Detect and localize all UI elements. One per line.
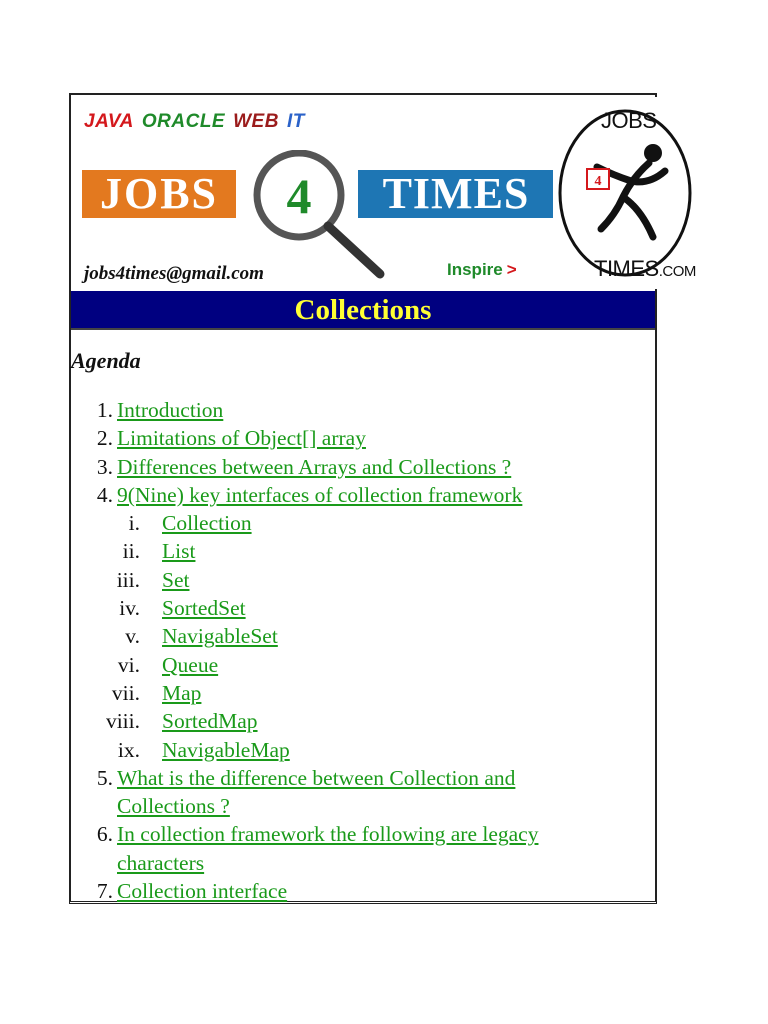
list-item-number: 6.: [96, 822, 113, 847]
list-item: [71, 424, 655, 452]
tag-java: JAVA: [84, 111, 134, 132]
toc-link[interactable]: Introduction: [117, 398, 224, 422]
agenda-list: [71, 396, 655, 905]
list-item: [71, 453, 655, 481]
inspire-arrow: >: [506, 260, 517, 279]
list-item-number: vii.: [111, 680, 140, 705]
sub-list-item: [71, 679, 655, 707]
tag-web: WEB: [233, 111, 279, 132]
toc-link[interactable]: 9(Nine) key interfaces of collection framework: [117, 482, 523, 507]
list-item-number: 1.: [96, 398, 113, 422]
list-item: [71, 764, 655, 821]
toc-link[interactable]: Collection: [162, 511, 252, 536]
list-item: [71, 396, 655, 424]
list-item-number: viii.: [105, 709, 140, 734]
toc-link[interactable]: NavigableMap: [162, 737, 290, 762]
banner-times-text: TIMES: [358, 170, 554, 218]
list-item-number: 2.: [96, 426, 113, 451]
sub-list-item: [71, 566, 655, 594]
sub-list-item: [71, 622, 655, 650]
sub-list-item: [71, 651, 655, 679]
banner-four-text: 4: [286, 168, 312, 224]
list-item: [71, 481, 655, 509]
list-item-number: 7.: [96, 879, 113, 904]
toc-link[interactable]: Map: [162, 680, 202, 705]
banner-jobs-text: JOBS: [82, 170, 236, 218]
sub-list-item: [71, 707, 655, 735]
banner-tagline: [84, 111, 305, 133]
sub-list-item: [71, 736, 655, 764]
logo-times-word: TIMES: [594, 256, 659, 281]
list-item: [71, 820, 655, 877]
sub-list-item: [71, 594, 655, 622]
toc-link[interactable]: What is the difference between Collection and Collections ?: [117, 765, 516, 819]
list-item-number: ix.: [117, 737, 140, 762]
tag-oracle: ORACLE: [141, 111, 226, 132]
list-item-number: iv.: [119, 596, 140, 621]
toc-link[interactable]: SortedSet: [162, 596, 246, 621]
list-item-number: 5.: [96, 765, 113, 790]
list-item-number: v.: [125, 624, 140, 649]
toc-link[interactable]: Limitations of Object[] array: [117, 426, 366, 451]
logo-jobs-text: JOBS: [601, 108, 657, 133]
list-item-number: 4.: [96, 482, 113, 507]
page-title: Collections: [294, 294, 432, 326]
list-item-number: i.: [128, 511, 140, 536]
toc-link[interactable]: In collection framework the following are legacy characters: [117, 822, 539, 875]
sub-list-item: [71, 537, 655, 565]
list-item: [71, 877, 655, 905]
logo-four-text: 4: [594, 174, 602, 189]
logo-times-text: [594, 256, 696, 282]
banner-inspire: [447, 260, 521, 280]
list-item-number: 3.: [96, 454, 113, 479]
toc-link[interactable]: NavigableSet: [162, 624, 278, 649]
toc-link[interactable]: Collection interface: [117, 879, 288, 904]
toc-link[interactable]: Set: [162, 567, 190, 592]
list-item-number: vi.: [117, 652, 140, 677]
toc-link[interactable]: Queue: [162, 652, 219, 677]
banner-email: jobs4times@gmail.com: [84, 263, 264, 284]
inspire-text: Inspire: [447, 260, 503, 279]
logo-com-text: .COM: [658, 263, 696, 280]
toc-link[interactable]: SortedMap: [162, 709, 258, 734]
toc-link[interactable]: List: [162, 539, 196, 564]
list-item-number: ii.: [122, 539, 140, 564]
toc-link[interactable]: Differences between Arrays and Collections ?: [117, 454, 512, 479]
tag-it: IT: [286, 111, 305, 132]
agenda-heading: Agenda: [71, 348, 141, 373]
list-item-number: iii.: [116, 567, 140, 592]
sub-list-item: [71, 509, 655, 537]
